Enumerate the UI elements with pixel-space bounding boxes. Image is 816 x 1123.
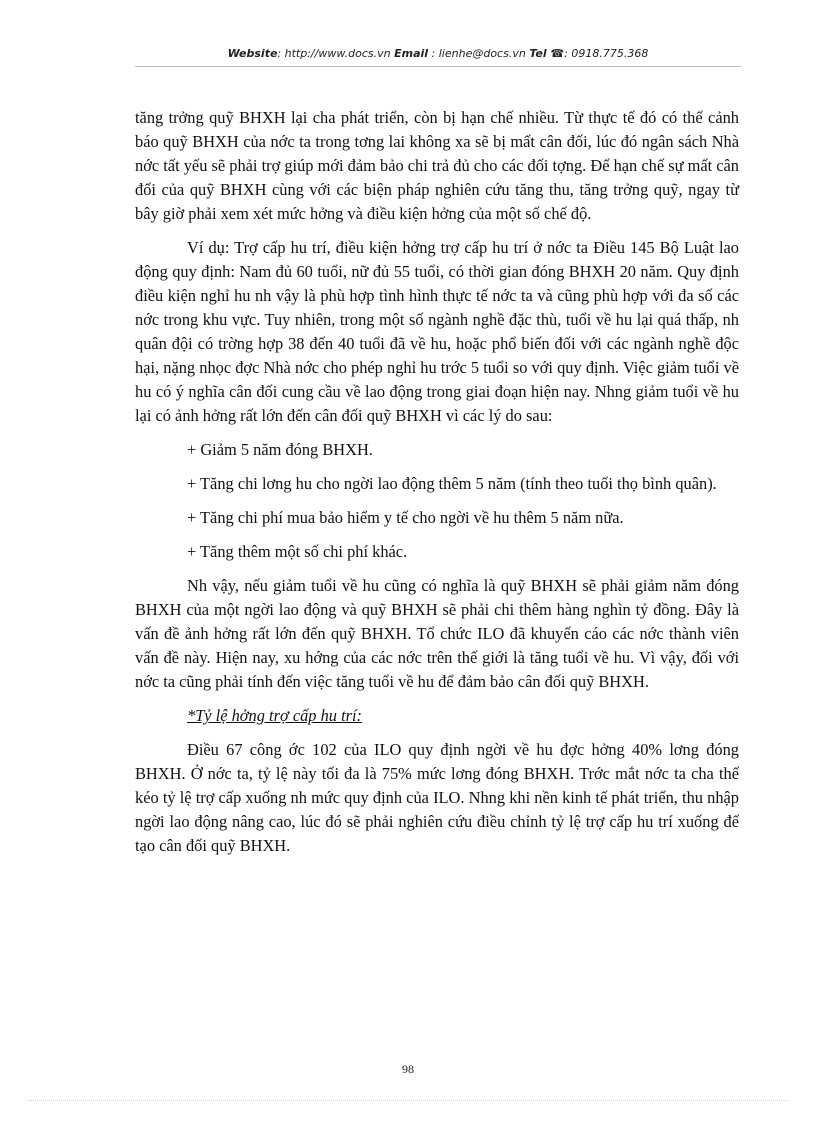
list-item-1: + Giảm 5 năm đóng BHXH. bbox=[187, 440, 373, 459]
page-header bbox=[135, 47, 741, 60]
list-item-4: + Tăng thêm một số chi phí khác. bbox=[187, 542, 408, 561]
paragraph-conclusion: Nh vậy, nếu giảm tuổi về hu cũng có nghĩa là quỹ BHXH sẽ phải giảm năm đóng BHXH của một ngời lao động và quỹ BHXH sẽ phải chi thêm hàng nghìn tỷ đồng. Đây là vấn đề ảnh hởng rất lớn đến quỹ BHXH. Tổ chức ILO đã khuyến cáo các nớc thành viên vấn đề này. Hiện nay, xu hớng của các nớc trên thế giới là tăng tuổi về hu. Vì vậy, đối với nớc ta cũng phải tính đến việc tăng tuổi về hu để đảm bảo cân đối quỹ BHXH. bbox=[135, 576, 739, 691]
list-item-3: + Tăng chi phí mua bảo hiểm y tế cho ngời về hu thêm 5 năm nữa. bbox=[187, 508, 624, 527]
sub-heading: *Tỷ lệ hởng trợ cấp hu trí: bbox=[187, 706, 363, 725]
header-divider bbox=[135, 66, 741, 67]
website-label: Website bbox=[227, 47, 278, 60]
page-number: 98 bbox=[402, 1062, 414, 1076]
paragraph-example: Ví dụ: Trợ cấp hu trí, điều kiện hởng trợ cấp hu trí ở nớc ta Điều 145 Bộ Luật lao động quy định: Nam đủ 60 tuổi, nữ đủ 55 tuổi, có thời gian đóng BHXH 20 năm. Quy định điều kiện nghỉ hu nh vậy là phù hợp tình hình thực tế nớc ta và cũng phù hợp với đa số các nớc trong khu vực. Tuy nhiên, trong một số ngành nghề đặc thù, tuổi về hu lại quá thấp, nh quân đội có trờng hợp 38 đến 40 tuổi đã về hu, hoặc phổ biến đối với các ngành nghề độc hại, nặng nhọc đợc Nhà nớc cho phép nghỉ hu trớc 5 tuổi so với quy định. Việc giảm tuổi về hu có ý nghĩa cân đối cung cầu về lao động trong giai đoạn hiện nay. Nhng giảm tuổi về hu lại có ảnh hởng rất lớn đến cân đối quỹ BHXH vì các lý do sau: bbox=[135, 238, 739, 425]
email-label: Email bbox=[394, 47, 429, 60]
footer-divider bbox=[28, 1100, 788, 1101]
paragraph-ilo: Điều 67 công ớc 102 của ILO quy định ngời về hu đợc hởng 40% lơng đóng BHXH. Ở nớc ta, tỷ lệ này tối đa là 75% mức lơng đóng BHXH. Trớc mắt nớc ta cha thể kéo tỷ lệ trợ cấp xuống nh mức quy định của ILO. Nhng khi nền kinh tế phát triển, thu nhập ngời lao động nâng cao, lúc đó sẽ phải nghiên cứu điều chỉnh tỷ lệ trợ cấp hu trí xuống để tạo cân đối quỹ BHXH. bbox=[135, 740, 739, 855]
paragraph-continued: tăng trởng quỹ BHXH lại cha phát triển, còn bị hạn chế nhiều. Từ thực tế đó có thể cảnh báo quỹ BHXH của nớc ta trong tơng lai không xa sẽ bị mất cân đối, lúc đó ngân sách Nhà nớc tất yếu sẽ phải trợ giúp mới đảm bảo chi trả đủ cho các đối tợng. Để hạn chế sự mất cân đối của quỹ BHXH cùng với các biện pháp nghiên cứu tăng thu, tăng trởng quỹ, ngay từ bây giờ phải xem xét mức hởng và điều kiện hởng của một số chế độ. bbox=[135, 108, 739, 223]
list-item-2: + Tăng chi lơng hu cho ngời lao động thêm 5 năm (tính theo tuổi thọ bình quân). bbox=[187, 474, 717, 493]
website-value: : http://www.docs.vn bbox=[277, 47, 395, 60]
email-value: : lienhe@docs.vn bbox=[428, 47, 530, 60]
body-text bbox=[135, 106, 739, 868]
tel-label: Tel ☎ bbox=[529, 47, 565, 60]
tel-value: : 0918.775.368 bbox=[564, 47, 649, 60]
